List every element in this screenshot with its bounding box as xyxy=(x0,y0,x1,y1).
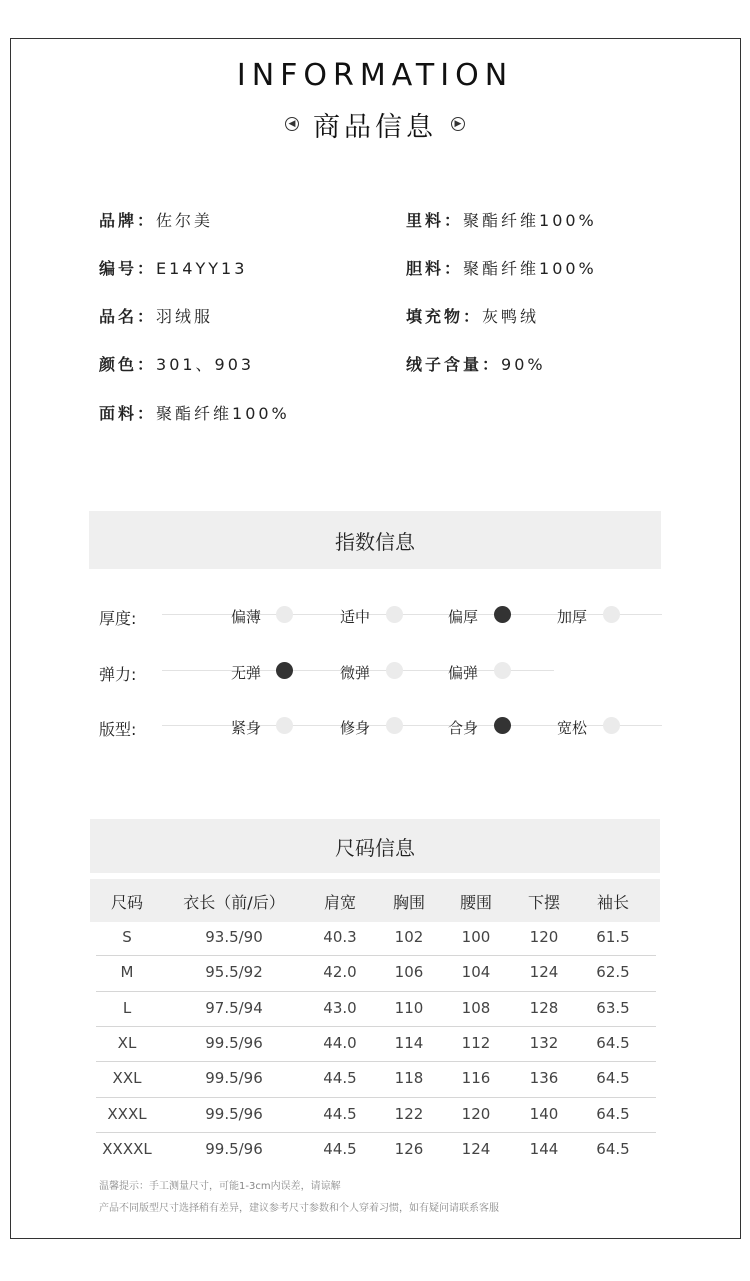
elasticity-dot-stretchy xyxy=(494,662,511,679)
table-cell: 93.5/90 xyxy=(205,928,263,946)
table-cell: 42.0 xyxy=(323,963,357,982)
info-color xyxy=(99,352,254,375)
info-key: 面料： xyxy=(99,404,157,423)
info-key: 胆料： xyxy=(406,259,464,278)
fit-label: 版型: xyxy=(99,720,137,739)
table-cell: 99.5/96 xyxy=(205,1139,263,1158)
table-cell: 44.5 xyxy=(323,1139,357,1158)
chevron-right-circle-icon: ▶ xyxy=(451,117,465,131)
info-code xyxy=(99,256,247,279)
table-cell: 99.5/96 xyxy=(205,1069,263,1088)
thickness-dot-medium xyxy=(386,606,403,623)
table-cell: 124 xyxy=(529,963,559,982)
table-cell: 61.5 xyxy=(596,928,630,946)
table-cell: 128 xyxy=(529,998,559,1017)
info-key: 里料： xyxy=(406,211,464,230)
table-cell: 122 xyxy=(394,1104,424,1123)
info-key: 品名： xyxy=(99,307,157,326)
table-cell: 99.5/96 xyxy=(205,1104,263,1123)
table-cell: L xyxy=(122,998,132,1017)
table-cell: 95.5/92 xyxy=(205,963,263,982)
table-row xyxy=(0,1062,750,1097)
table-cell: 140 xyxy=(529,1104,559,1123)
size-table-header xyxy=(90,879,660,922)
col-sleeve: 袖长 xyxy=(596,893,630,912)
table-cell: XXXL xyxy=(107,1104,147,1123)
table-cell: 136 xyxy=(529,1069,559,1088)
info-value: 301、903 xyxy=(156,355,255,374)
fit-dot-slim xyxy=(386,717,403,734)
thickness-option-extra: 加厚 xyxy=(557,608,588,626)
table-row xyxy=(0,1098,750,1133)
elasticity-dot-none-selected xyxy=(276,662,293,679)
table-cell: 97.5/94 xyxy=(205,998,263,1017)
table-cell: M xyxy=(120,963,134,982)
info-key: 编号： xyxy=(99,259,157,278)
index-section-header: 指数信息 xyxy=(89,511,661,569)
table-row xyxy=(0,1133,750,1168)
fit-dot-loose xyxy=(603,717,620,734)
table-cell: 99.5/96 xyxy=(205,1033,263,1052)
thickness-dot-extra xyxy=(603,606,620,623)
info-lining xyxy=(406,208,597,231)
table-cell: 124 xyxy=(461,1139,491,1158)
table-cell: 112 xyxy=(461,1033,491,1052)
table-cell: 43.0 xyxy=(323,998,357,1017)
table-cell: 102 xyxy=(394,928,424,946)
elasticity-label: 弹力: xyxy=(99,665,137,684)
col-chest: 胸围 xyxy=(392,893,426,912)
info-value: 聚酯纤维100% xyxy=(463,211,597,230)
table-cell: XL xyxy=(117,1033,137,1052)
fit-option-tight: 紧身 xyxy=(231,719,262,737)
table-cell: 63.5 xyxy=(596,998,630,1017)
fit-option-slim: 修身 xyxy=(340,719,371,737)
table-cell: 118 xyxy=(394,1069,424,1088)
info-key: 绒子含量： xyxy=(406,355,502,374)
table-cell: 44.0 xyxy=(323,1033,357,1052)
elasticity-dot-slight xyxy=(386,662,403,679)
title-cn: 商品信息 xyxy=(313,111,437,143)
info-name xyxy=(99,304,213,327)
col-waist: 腰围 xyxy=(459,893,493,912)
info-filling xyxy=(406,304,539,327)
table-row xyxy=(0,956,750,991)
col-shoulder: 肩宽 xyxy=(323,893,357,912)
info-value: 聚酯纤维100% xyxy=(463,259,597,278)
table-cell: 44.5 xyxy=(323,1104,357,1123)
thickness-option-medium: 适中 xyxy=(340,608,371,626)
elasticity-option-none: 无弹 xyxy=(231,664,262,682)
info-fabric xyxy=(99,401,290,424)
table-cell: 64.5 xyxy=(596,1104,630,1123)
info-value: 羽绒服 xyxy=(156,307,214,326)
info-key: 品牌： xyxy=(99,211,157,230)
table-cell: 126 xyxy=(394,1139,424,1158)
elasticity-option-slight: 微弹 xyxy=(340,664,371,682)
table-cell: 144 xyxy=(529,1139,559,1158)
col-length: 衣长（前/后） xyxy=(183,893,285,912)
table-row xyxy=(0,992,750,1027)
table-cell: XXXXL xyxy=(102,1139,152,1158)
table-cell: 116 xyxy=(461,1069,491,1088)
fit-dot-tight xyxy=(276,717,293,734)
table-cell: 106 xyxy=(394,963,424,982)
info-value: 佐尔美 xyxy=(156,211,214,230)
thickness-dot-thick-selected xyxy=(494,606,511,623)
title-cn-row xyxy=(0,106,750,142)
thickness-dot-thin xyxy=(276,606,293,623)
info-key: 颜色： xyxy=(99,355,157,374)
table-row xyxy=(0,1027,750,1062)
fit-dot-regular-selected xyxy=(494,717,511,734)
info-value: 灰鸭绒 xyxy=(482,307,540,326)
table-cell: 44.5 xyxy=(323,1069,357,1088)
thickness-option-thin: 偏薄 xyxy=(231,608,262,626)
col-hem: 下摆 xyxy=(527,893,561,912)
info-inner xyxy=(406,256,597,279)
info-value: E14YY13 xyxy=(156,259,248,278)
col-size: 尺码 xyxy=(110,893,144,912)
info-brand xyxy=(99,208,213,231)
table-cell: 114 xyxy=(394,1033,424,1052)
table-cell: 64.5 xyxy=(596,1139,630,1158)
size-section-header: 尺码信息 xyxy=(90,819,660,873)
table-cell: 120 xyxy=(529,928,559,946)
note-fit-advice: 产品不同版型尺寸选择稍有差异，建议参考尺寸参数和个人穿着习惯，如有疑问请联系客服 xyxy=(99,1203,499,1214)
table-cell: 64.5 xyxy=(596,1069,630,1088)
table-cell: 104 xyxy=(461,963,491,982)
table-cell: S xyxy=(122,928,132,946)
title-en: INFORMATION xyxy=(236,58,514,93)
note-measurement: 温馨提示：手工测量尺寸，可能1-3cm内误差，请谅解 xyxy=(99,1181,341,1192)
table-cell: 62.5 xyxy=(596,963,630,982)
table-cell: 100 xyxy=(461,928,491,946)
table-cell: 108 xyxy=(461,998,491,1017)
elasticity-option-stretchy: 偏弹 xyxy=(448,664,479,682)
fit-option-regular: 合身 xyxy=(448,719,479,737)
info-down xyxy=(406,352,546,375)
thickness-option-thick: 偏厚 xyxy=(448,608,479,626)
table-cell: XXL xyxy=(112,1069,142,1088)
info-value: 聚酯纤维100% xyxy=(156,404,290,423)
table-cell: 120 xyxy=(461,1104,491,1123)
thickness-label: 厚度: xyxy=(99,609,137,628)
chevron-left-circle-icon: ◀ xyxy=(285,117,299,131)
table-cell: 132 xyxy=(529,1033,559,1052)
table-cell: 64.5 xyxy=(596,1033,630,1052)
table-row xyxy=(0,921,750,956)
table-cell: 110 xyxy=(394,998,424,1017)
fit-option-loose: 宽松 xyxy=(557,719,588,737)
info-key: 填充物： xyxy=(406,307,483,326)
info-value: 90% xyxy=(501,355,546,374)
table-cell: 40.3 xyxy=(323,928,357,946)
